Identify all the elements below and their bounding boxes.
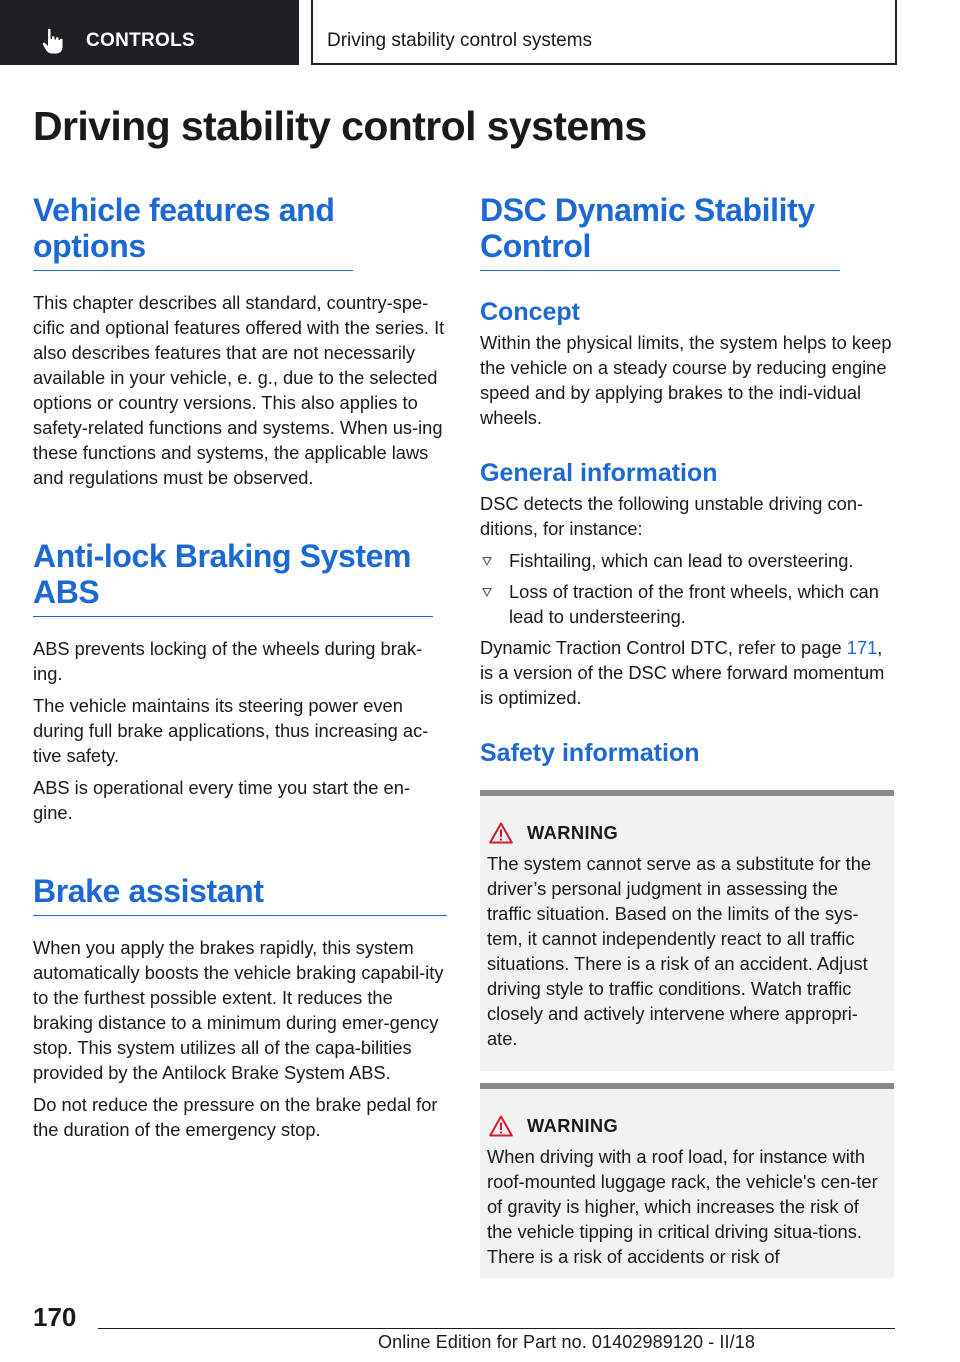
warning-box <box>480 1083 894 1278</box>
footer-edition: Online Edition for Part no. 01402989120 - II/18 <box>378 1332 755 1352</box>
breadcrumb <box>311 0 897 65</box>
breadcrumb-title: Driving stability control systems <box>327 30 593 51</box>
heading-safety-information: Safety information <box>480 739 700 767</box>
list-item: Loss of traction of the front wheels, which can lead to understeering. <box>480 579 894 629</box>
warning-label: WARNING <box>527 1114 619 1136</box>
list-item: Fishtailing, which can lead to oversteering. <box>480 548 894 573</box>
section-label: CONTROLS <box>86 30 196 51</box>
warning-triangle-icon <box>489 1115 513 1137</box>
warning-body: The system cannot serve as a substitute for the driver’s personal judgment in assessing the traffic situation. Based on the limits of the sys‐tem, it cannot independently react to all traffic situations. There is a risk of an accident. Adjust driving style to traffic conditions. Watch traffic closely and actively intervene where appropri‐ate. <box>487 853 872 1049</box>
heading-general-information: General information <box>480 459 718 487</box>
section-tab[interactable] <box>0 0 299 65</box>
right-column <box>480 192 894 1278</box>
brake-assistant-paragraph-2: Do not reduce the pressure on the brake pedal for the duration of the emergency stop. <box>33 1094 438 1140</box>
warning-box <box>480 790 894 1071</box>
dtc-reference: Dynamic Traction Control DTC, refer to page 171, is a version of the DSC where forward momentum is optimized. <box>480 637 885 708</box>
heading-concept: Concept <box>480 298 580 326</box>
abs-paragraph-3: ABS is operational every time you start the en‐gine. <box>33 777 410 823</box>
condition-list <box>480 548 894 629</box>
hand-pointer-icon <box>42 28 64 54</box>
footer-divider <box>98 1328 895 1329</box>
general-intro: DSC detects the following unstable driving con‐ditions, for instance: <box>480 493 864 539</box>
concept-body: Within the physical limits, the system helps to keep the vehicle on a steady course by reducing engine speed and by applying brakes to the indi‐vidual wheels. <box>480 332 892 428</box>
page-number: 170 <box>33 1302 77 1332</box>
heading-vehicle-features: Vehicle features and options <box>33 192 353 271</box>
abs-paragraph-1: ABS prevents locking of the wheels during brak‐ing. <box>33 638 423 684</box>
triangle-bullet-icon <box>482 557 492 566</box>
heading-abs: Anti-lock Braking System ABS <box>33 538 433 617</box>
page-link-171[interactable]: 171 <box>846 637 878 658</box>
warning-body: When driving with a roof load, for instance with roof-mounted luggage rack, the vehicle's cen‐ter of gravity is higher, which increases the risk of the vehicle tipping in critical driving situa‐tions. There is a risk of accidents or risk of <box>487 1146 878 1267</box>
heading-dsc: DSC Dynamic Stability Control <box>480 192 840 271</box>
abs-paragraph-2: The vehicle maintains its steering power even during full brake applications, thus increasing ac‐tive safety. <box>33 695 429 766</box>
warning-triangle-icon <box>489 822 513 844</box>
brake-assistant-paragraph-1: When you apply the brakes rapidly, this system automatically boosts the vehicle braking capabil‐ity to the furthest possible extent. It reduces the braking distance to a minimum during emer‐gency stop. This system utilizes all of the capa‐bilities provided by the Antilock Brake System ABS. <box>33 937 444 1083</box>
left-column <box>33 192 447 1142</box>
vehicle-features-body: This chapter describes all standard, country-spe‐cific and optional features offered with the series. It also describes features that are not necessarily available in your vehicle, e. g., due to the selected options or country versions. This also applies to safety-related functions and systems. When us‐ing these functions and systems, the applicable laws and regulations must be observed. <box>33 292 445 488</box>
page-title: Driving stability control systems <box>33 103 647 149</box>
heading-brake-assistant: Brake assistant <box>33 873 447 916</box>
warning-label: WARNING <box>527 821 619 843</box>
triangle-bullet-icon <box>482 588 492 597</box>
